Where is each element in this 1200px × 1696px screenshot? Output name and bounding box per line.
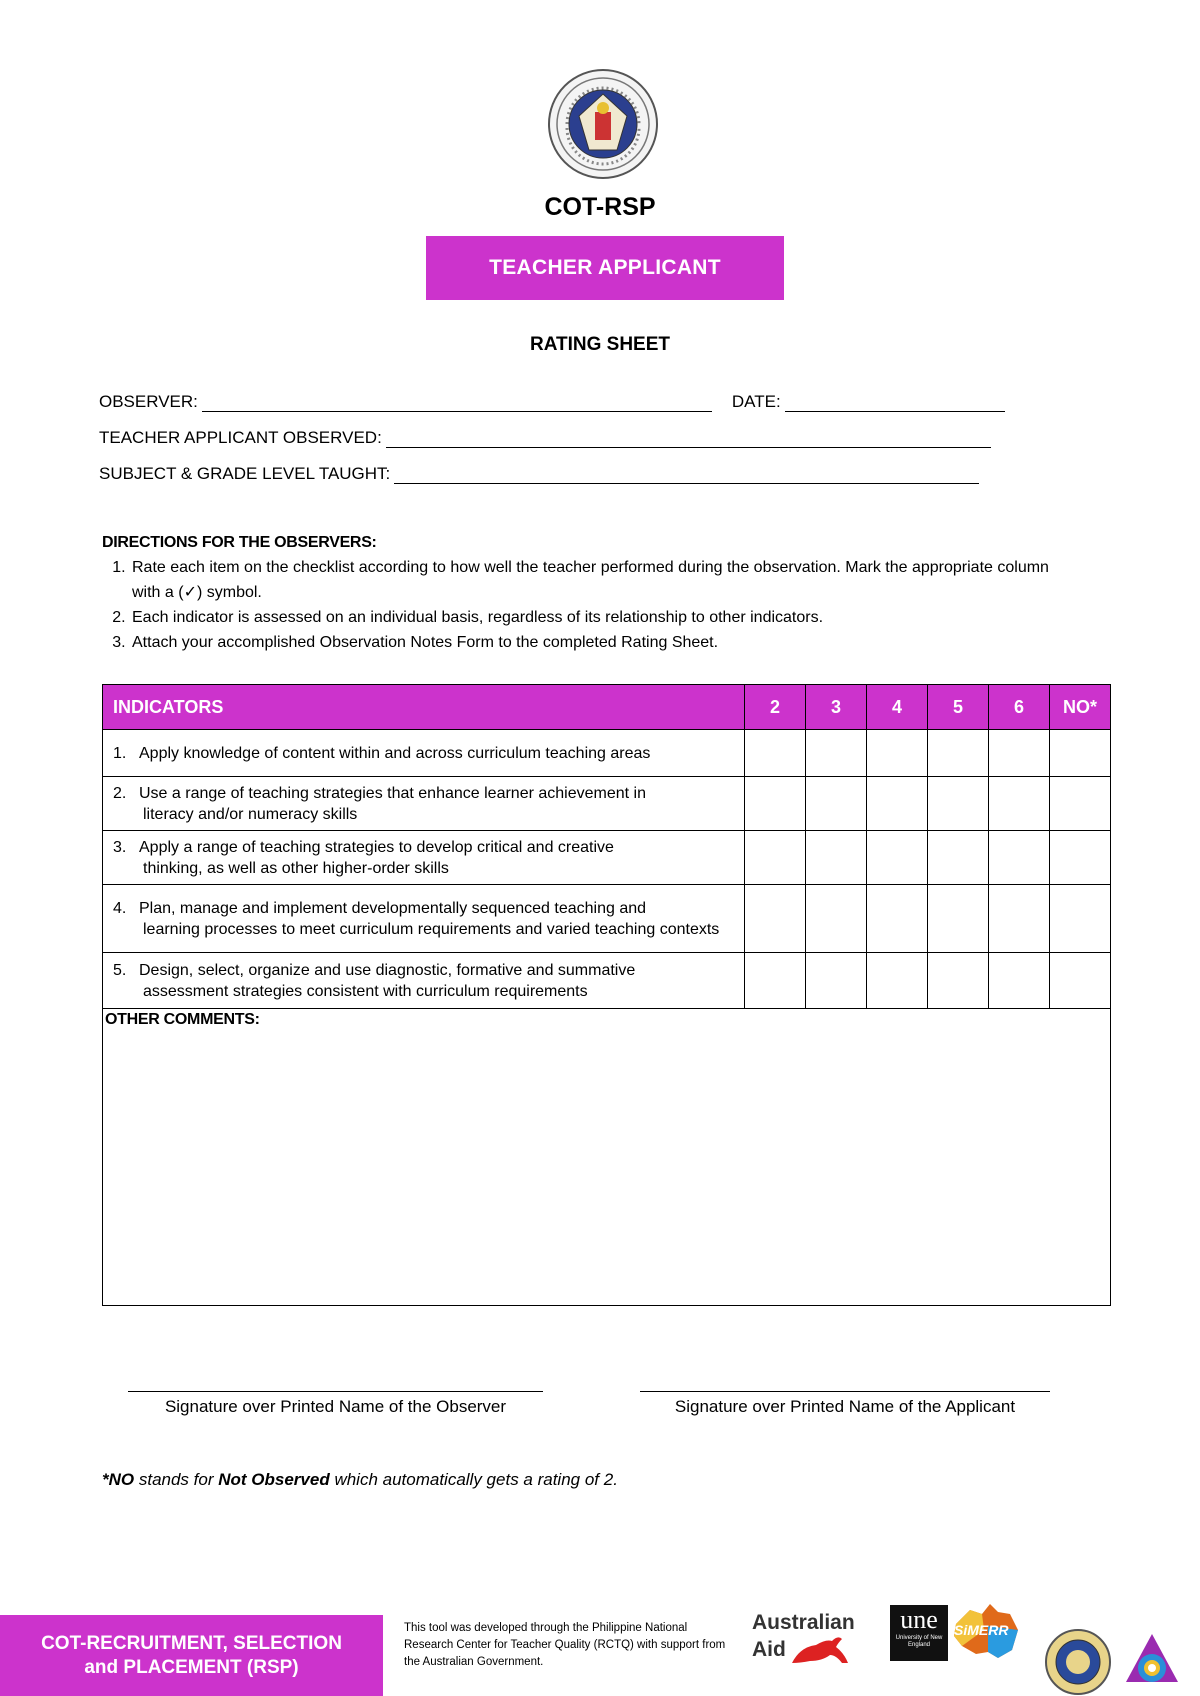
observer-row bbox=[99, 392, 1005, 412]
rating-cell[interactable] bbox=[1050, 953, 1111, 1009]
footer-rsp-banner bbox=[0, 1615, 383, 1696]
rating-cell[interactable] bbox=[928, 885, 989, 953]
indicator-number: 5. bbox=[113, 961, 127, 979]
indicator-text bbox=[103, 730, 745, 777]
indicators-table bbox=[102, 684, 1111, 1306]
rating-cell[interactable] bbox=[928, 730, 989, 777]
footnote-no: *NO bbox=[102, 1470, 135, 1489]
directions-heading: DIRECTIONS FOR THE OBSERVERS: bbox=[102, 534, 377, 551]
rating-cell[interactable] bbox=[989, 831, 1050, 885]
rating-cell[interactable] bbox=[745, 777, 806, 831]
rating-cell[interactable] bbox=[867, 885, 928, 953]
indicator-text bbox=[103, 831, 745, 885]
simerr-text: SiMERR bbox=[954, 1622, 1009, 1638]
footer-line-2: and PLACEMENT (RSP) bbox=[84, 1656, 299, 1678]
rating-cell[interactable] bbox=[1050, 730, 1111, 777]
comments-row bbox=[103, 1009, 1111, 1306]
observer-signature-line[interactable] bbox=[128, 1391, 543, 1392]
table-row bbox=[103, 777, 1111, 831]
rating-cell[interactable] bbox=[1050, 777, 1111, 831]
indicator-line: Use a range of teaching strategies that enhance learner achievement in bbox=[139, 784, 646, 802]
aus-aid-text-1: Australian bbox=[752, 1611, 855, 1634]
direction-item: 2. Each indicator is assessed on an individual basis, regardless of its relationship to other indicators. bbox=[130, 605, 1062, 630]
indicator-number: 1. bbox=[113, 744, 127, 762]
indicator-number: 2. bbox=[113, 784, 127, 802]
directions-list bbox=[102, 555, 1062, 655]
indicator-number: 4. bbox=[113, 899, 127, 917]
table-row bbox=[103, 831, 1111, 885]
indicator-line: Plan, manage and implement developmentally sequenced teaching and bbox=[139, 899, 647, 917]
indicator-text bbox=[103, 885, 745, 953]
applicant-signature-line[interactable] bbox=[640, 1391, 1050, 1392]
rating-cell[interactable] bbox=[928, 831, 989, 885]
teacher-applicant-banner: TEACHER APPLICANT bbox=[426, 236, 784, 300]
normal-university-seal-logo bbox=[1044, 1628, 1112, 1696]
table-row bbox=[103, 953, 1111, 1009]
direction-item: 3. Attach your accomplished Observation Notes Form to the completed Rating Sheet. bbox=[130, 630, 1062, 655]
rating-cell[interactable] bbox=[745, 831, 806, 885]
footnote-not-observed: Not Observed bbox=[218, 1470, 330, 1489]
table-row bbox=[103, 885, 1111, 953]
rating-cell[interactable] bbox=[745, 885, 806, 953]
rating-cell[interactable] bbox=[1050, 831, 1111, 885]
page-title: COT-RSP bbox=[544, 193, 656, 221]
subject-grade-field[interactable] bbox=[394, 466, 979, 484]
teacher-observed-field[interactable] bbox=[386, 430, 991, 448]
teacher-observed-row bbox=[99, 428, 991, 448]
score-header-4: 4 bbox=[867, 685, 928, 730]
rating-cell[interactable] bbox=[867, 730, 928, 777]
indicator-line: thinking, as well as other higher-order skills bbox=[143, 859, 449, 877]
indicator-line: Design, select, organize and use diagnostic, formative and summative bbox=[139, 961, 636, 979]
footer-note: This tool was developed through the Philippine National Research Center for Teacher Quality (RCTQ) with support from the Australian Government. bbox=[404, 1622, 726, 1668]
directions-section bbox=[102, 530, 1062, 655]
observer-signature-label: Signature over Printed Name of the Observer bbox=[164, 1397, 507, 1416]
aus-aid-text-2: Aid bbox=[752, 1638, 786, 1661]
rating-cell[interactable] bbox=[928, 953, 989, 1009]
rating-cell[interactable] bbox=[1050, 885, 1111, 953]
rating-cell[interactable] bbox=[806, 777, 867, 831]
date-label: DATE: bbox=[731, 392, 781, 411]
footer-line-1: COT-RECRUITMENT, SELECTION bbox=[41, 1632, 342, 1654]
footnote-text: stands for bbox=[134, 1470, 219, 1489]
table-row bbox=[103, 730, 1111, 777]
rating-sheet-title: RATING SHEET bbox=[529, 334, 671, 355]
rating-cell[interactable] bbox=[989, 777, 1050, 831]
score-header-6: 6 bbox=[989, 685, 1050, 730]
indicator-text bbox=[103, 777, 745, 831]
rating-cell[interactable] bbox=[806, 885, 867, 953]
date-field[interactable] bbox=[785, 394, 1005, 412]
footnote bbox=[102, 1470, 618, 1490]
une-logo bbox=[890, 1605, 948, 1661]
rating-cell[interactable] bbox=[928, 777, 989, 831]
score-header-no: NO* bbox=[1050, 685, 1111, 730]
score-header-5: 5 bbox=[928, 685, 989, 730]
simerr-logo bbox=[948, 1600, 1022, 1664]
rating-cell[interactable] bbox=[989, 953, 1050, 1009]
indicator-line: learning processes to meet curriculum requirements and varied teaching contexts bbox=[143, 920, 720, 938]
indicator-line: Apply knowledge of content within and across curriculum teaching areas bbox=[139, 744, 651, 762]
indicator-text bbox=[103, 953, 745, 1009]
rating-cell[interactable] bbox=[806, 953, 867, 1009]
subject-grade-label: SUBJECT & GRADE LEVEL TAUGHT: bbox=[99, 464, 391, 483]
subject-grade-row bbox=[99, 464, 979, 484]
rating-cell[interactable] bbox=[867, 831, 928, 885]
rating-cell[interactable] bbox=[989, 885, 1050, 953]
rating-cell[interactable] bbox=[867, 777, 928, 831]
observer-field[interactable] bbox=[202, 394, 712, 412]
rating-cell[interactable] bbox=[745, 730, 806, 777]
kangaroo-icon bbox=[786, 1633, 852, 1667]
indicators-header: INDICATORS bbox=[103, 685, 745, 730]
indicator-line: assessment strategies consistent with curriculum requirements bbox=[143, 982, 588, 1000]
comments-area[interactable] bbox=[103, 1009, 1111, 1306]
teacher-observed-label: TEACHER APPLICANT OBSERVED: bbox=[99, 428, 382, 447]
rating-cell[interactable] bbox=[867, 953, 928, 1009]
australian-aid-logo bbox=[752, 1612, 864, 1672]
score-header-2: 2 bbox=[745, 685, 806, 730]
deped-seal-logo bbox=[547, 68, 659, 180]
rating-cell[interactable] bbox=[806, 730, 867, 777]
une-logo-subtext: University of New England bbox=[895, 1635, 943, 1648]
rating-cell[interactable] bbox=[745, 953, 806, 1009]
direction-item: 1. Rate each item on the checklist according to how well the teacher performed during the observation. Mark the appropriate column with a (✓) symbol. bbox=[130, 555, 1062, 605]
indicator-number: 3. bbox=[113, 838, 127, 856]
comments-label: OTHER COMMENTS: bbox=[105, 1011, 260, 1028]
observer-label: OBSERVER: bbox=[99, 392, 198, 411]
une-logo-text: une bbox=[900, 1605, 938, 1634]
footnote-text: which automatically gets a rating of 2. bbox=[329, 1470, 618, 1489]
table-header-row bbox=[103, 685, 1111, 730]
score-header-3: 3 bbox=[806, 685, 867, 730]
rating-cell[interactable] bbox=[989, 730, 1050, 777]
rctq-logo bbox=[1122, 1630, 1182, 1690]
indicator-line: literacy and/or numeracy skills bbox=[143, 805, 358, 823]
indicator-line: Apply a range of teaching strategies to develop critical and creative bbox=[139, 838, 614, 856]
applicant-signature-label: Signature over Printed Name of the Applicant bbox=[674, 1397, 1016, 1416]
rating-cell[interactable] bbox=[806, 831, 867, 885]
